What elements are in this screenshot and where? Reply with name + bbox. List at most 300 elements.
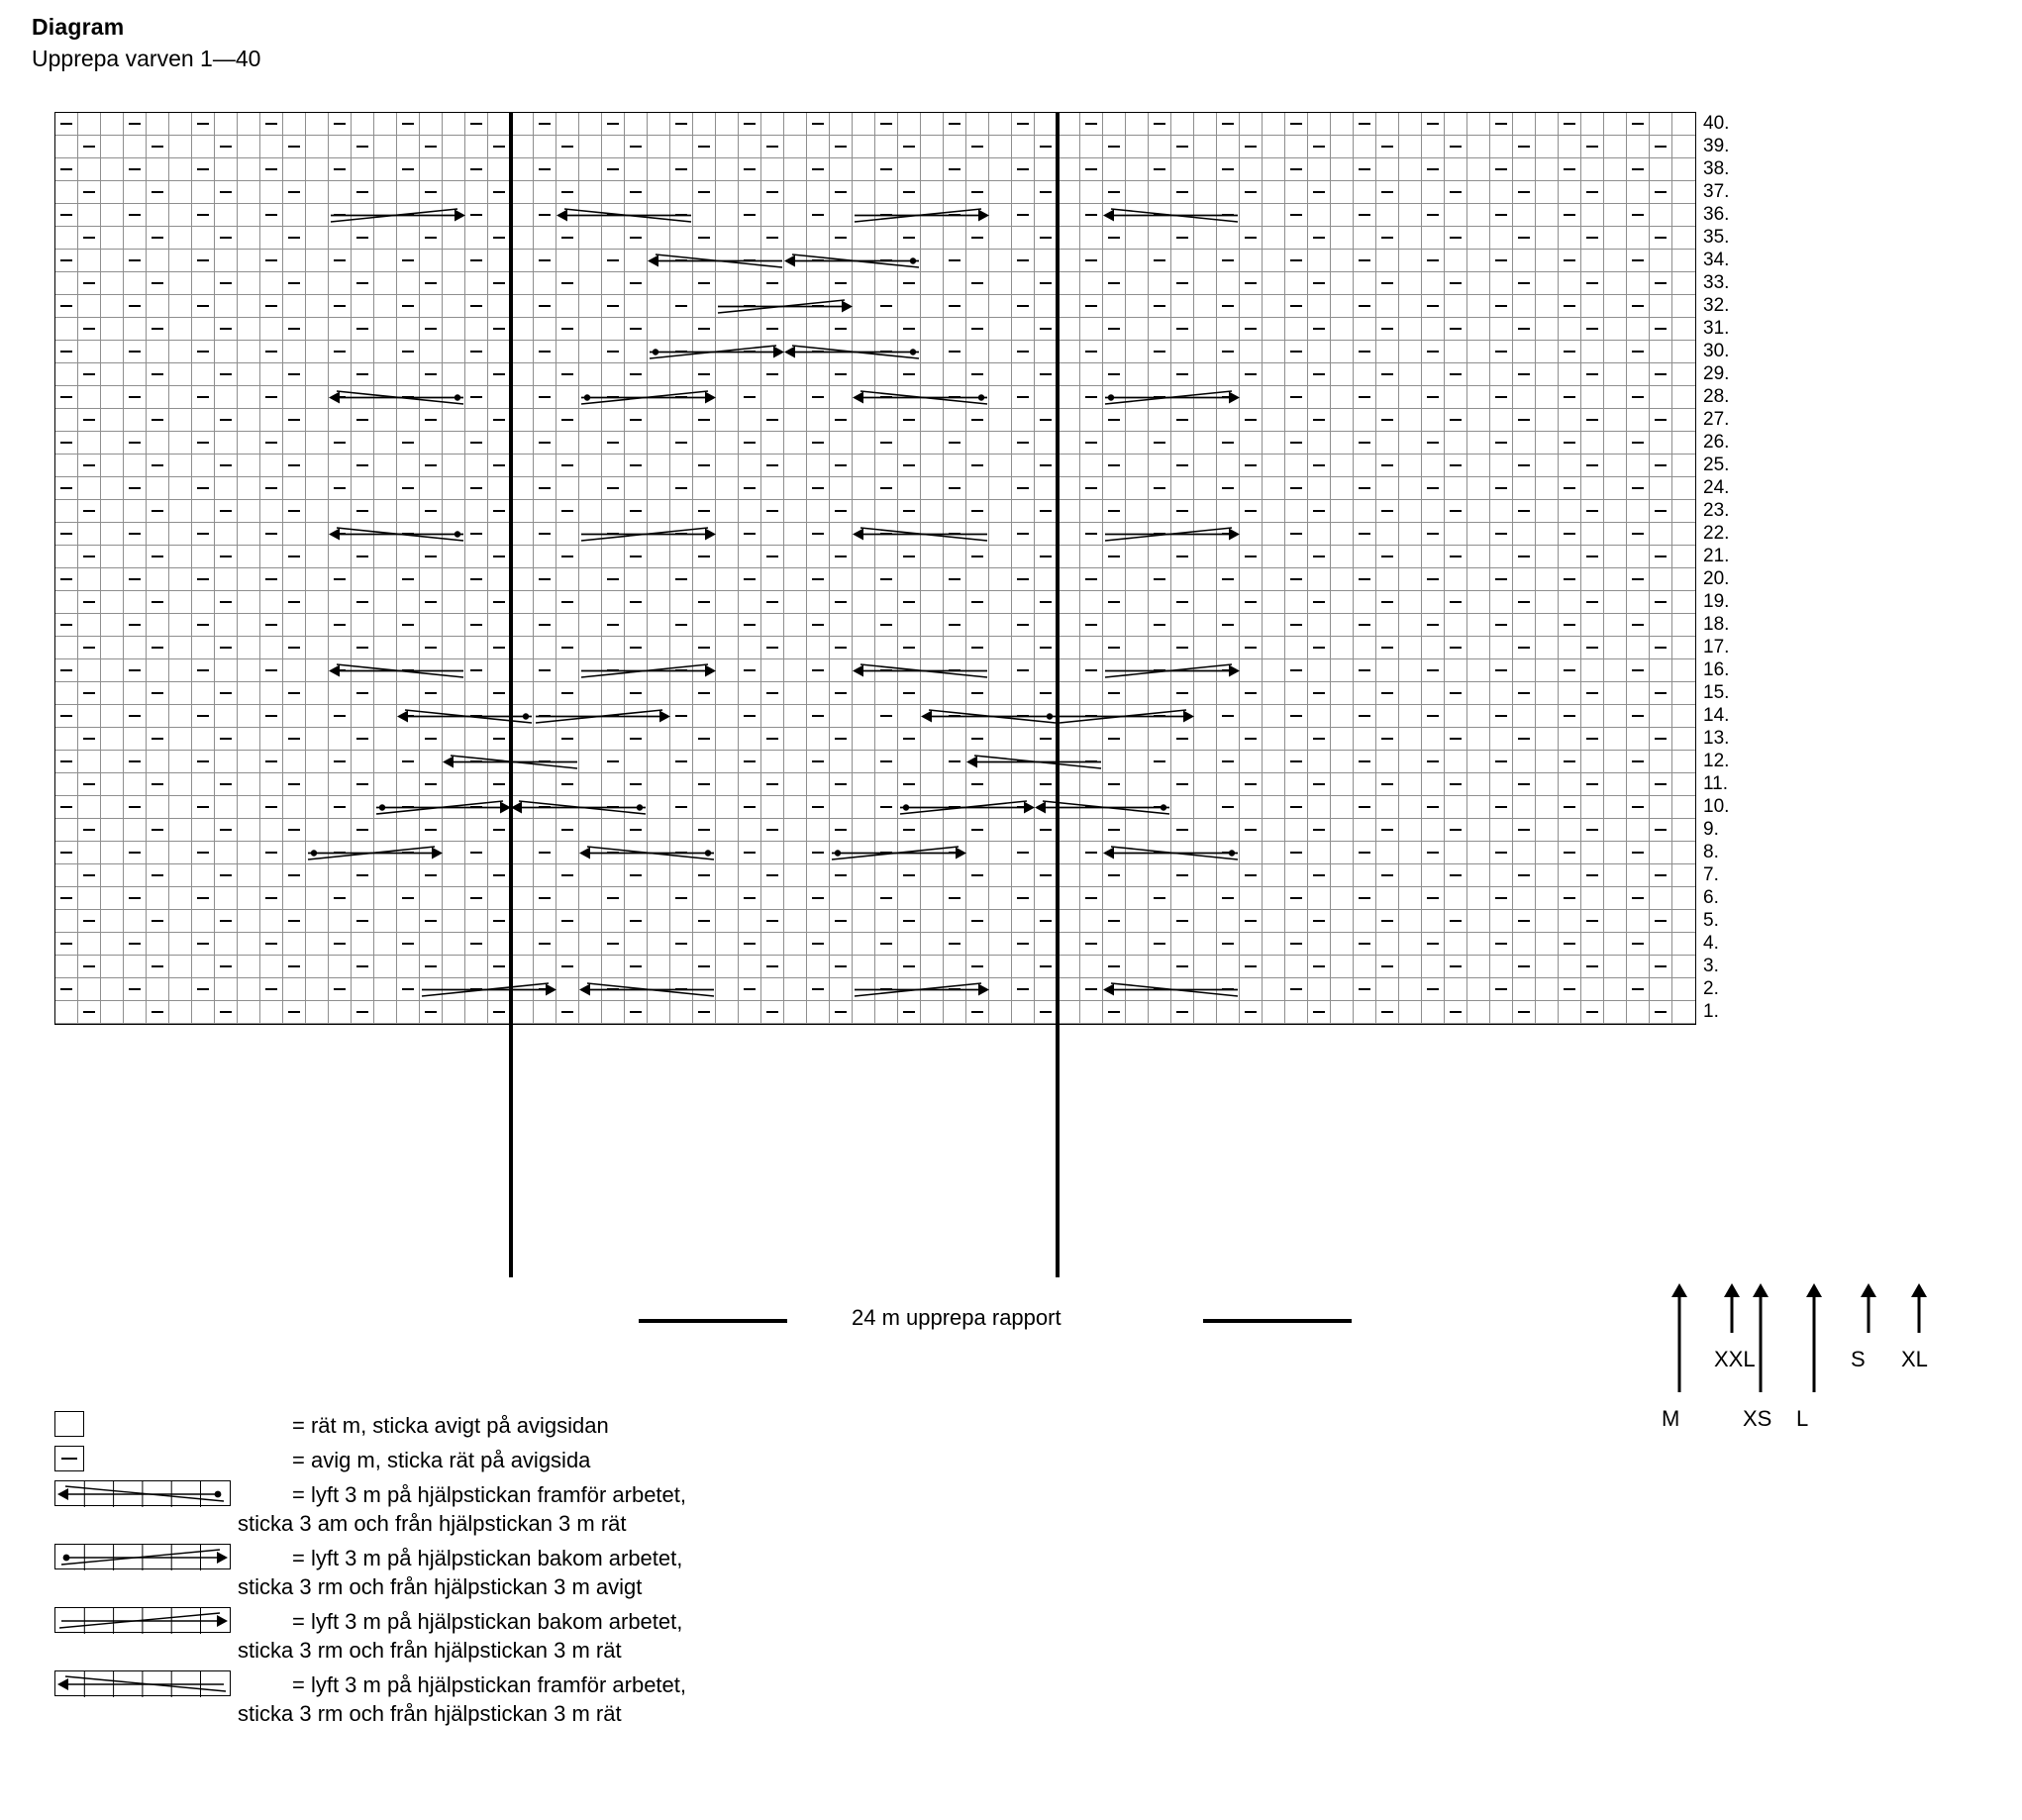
chart-cell bbox=[648, 568, 670, 591]
chart-cell bbox=[1376, 432, 1399, 455]
chart-cell bbox=[1650, 477, 1672, 500]
chart-cell bbox=[488, 546, 511, 568]
chart-cell bbox=[169, 158, 192, 181]
chart-cell bbox=[352, 250, 374, 272]
chart-cell bbox=[761, 318, 784, 341]
chart-cell bbox=[329, 500, 352, 523]
chart-cell bbox=[443, 204, 465, 227]
chart-cell bbox=[1240, 386, 1263, 409]
chart-cell bbox=[1672, 682, 1695, 705]
chart-cell bbox=[1331, 705, 1354, 728]
chart-cell bbox=[101, 1001, 124, 1024]
chart-cell bbox=[1331, 568, 1354, 591]
chart-cell bbox=[101, 591, 124, 614]
chart-cell bbox=[556, 250, 579, 272]
chart-cell bbox=[1650, 728, 1672, 751]
chart-cell bbox=[1376, 136, 1399, 158]
chart-cell bbox=[1012, 864, 1035, 887]
chart-cell bbox=[1513, 341, 1536, 363]
chart-cell bbox=[1354, 523, 1376, 546]
chart-cell bbox=[875, 181, 898, 204]
chart-cell bbox=[1445, 864, 1467, 887]
chart-cell bbox=[1604, 842, 1627, 864]
chart-cell bbox=[784, 1001, 807, 1024]
chart-cell bbox=[1149, 546, 1171, 568]
chart-row bbox=[55, 204, 1695, 227]
chart-cell bbox=[443, 842, 465, 864]
chart-cell bbox=[1581, 409, 1604, 432]
chart-cell bbox=[853, 250, 875, 272]
chart-cell bbox=[443, 614, 465, 637]
chart-cell bbox=[966, 773, 989, 796]
chart-cell bbox=[534, 158, 556, 181]
chart-cell bbox=[443, 272, 465, 295]
chart-cell bbox=[579, 910, 602, 933]
chart-cell bbox=[1581, 455, 1604, 477]
chart-cell bbox=[124, 227, 147, 250]
chart-cell bbox=[579, 341, 602, 363]
chart-cell bbox=[1672, 455, 1695, 477]
chart-cell bbox=[1354, 728, 1376, 751]
chart-cell bbox=[579, 113, 602, 136]
chart-cell bbox=[238, 341, 260, 363]
chart-cell bbox=[830, 842, 853, 864]
chart-cell bbox=[1399, 887, 1422, 910]
chart-cell bbox=[1376, 728, 1399, 751]
chart-cell bbox=[921, 272, 944, 295]
chart-cell bbox=[1581, 933, 1604, 956]
chart-cell bbox=[579, 204, 602, 227]
chart-cell bbox=[1490, 819, 1513, 842]
chart-cell bbox=[1308, 204, 1331, 227]
chart-cell bbox=[1627, 933, 1650, 956]
chart-cell bbox=[1126, 933, 1149, 956]
chart-cell bbox=[260, 455, 283, 477]
chart-cell bbox=[55, 272, 78, 295]
chart-cell bbox=[966, 295, 989, 318]
chart-cell bbox=[1650, 978, 1672, 1001]
chart-cell bbox=[1308, 409, 1331, 432]
chart-cell bbox=[215, 113, 238, 136]
chart-cell bbox=[1604, 796, 1627, 819]
chart-cell bbox=[465, 363, 488, 386]
chart-cell bbox=[784, 773, 807, 796]
chart-cell bbox=[215, 455, 238, 477]
chart-cell bbox=[602, 659, 625, 682]
chart-cell bbox=[1035, 751, 1058, 773]
chart-cell bbox=[329, 272, 352, 295]
chart-cell bbox=[1171, 887, 1194, 910]
chart-cell bbox=[1263, 227, 1285, 250]
chart-cell bbox=[1149, 796, 1171, 819]
chart-cell bbox=[1308, 591, 1331, 614]
chart-row bbox=[55, 432, 1695, 455]
chart-cell bbox=[1126, 819, 1149, 842]
chart-cell bbox=[1581, 1001, 1604, 1024]
chart-cell bbox=[374, 637, 397, 659]
chart-row bbox=[55, 933, 1695, 956]
chart-cell bbox=[716, 409, 739, 432]
chart-cell bbox=[989, 432, 1012, 455]
chart-cell bbox=[534, 477, 556, 500]
chart-cell bbox=[1331, 227, 1354, 250]
chart-cell bbox=[78, 842, 101, 864]
chart-cell bbox=[443, 864, 465, 887]
chart-cell bbox=[306, 751, 329, 773]
chart-cell bbox=[1376, 956, 1399, 978]
chart-cell bbox=[465, 637, 488, 659]
chart-cell bbox=[1445, 227, 1467, 250]
chart-cell bbox=[1513, 728, 1536, 751]
chart-cell bbox=[944, 864, 966, 887]
chart-cell bbox=[488, 432, 511, 455]
chart-cell bbox=[875, 272, 898, 295]
chart-cell bbox=[716, 250, 739, 272]
chart-cell bbox=[875, 386, 898, 409]
chart-cell bbox=[1422, 341, 1445, 363]
chart-cell bbox=[944, 227, 966, 250]
chart-cell bbox=[670, 568, 693, 591]
chart-row bbox=[55, 386, 1695, 409]
chart-cell bbox=[1126, 295, 1149, 318]
chart-cell bbox=[1194, 523, 1217, 546]
chart-cell bbox=[1035, 250, 1058, 272]
chart-cell bbox=[1149, 842, 1171, 864]
chart-cell bbox=[1627, 819, 1650, 842]
chart-cell bbox=[830, 523, 853, 546]
chart-row bbox=[55, 272, 1695, 295]
chart-cell bbox=[1308, 295, 1331, 318]
chart-cell bbox=[55, 477, 78, 500]
chart-cell bbox=[1536, 887, 1559, 910]
chart-cell bbox=[989, 796, 1012, 819]
chart-cell bbox=[898, 409, 921, 432]
chart-cell bbox=[329, 363, 352, 386]
chart-cell bbox=[807, 432, 830, 455]
row-number: 22. bbox=[1703, 523, 1730, 544]
chart-cell bbox=[465, 113, 488, 136]
chart-cell bbox=[648, 386, 670, 409]
chart-cell bbox=[101, 659, 124, 682]
chart-cell bbox=[1080, 705, 1103, 728]
chart-cell bbox=[1103, 637, 1126, 659]
chart-cell bbox=[1399, 500, 1422, 523]
chart-cell bbox=[944, 250, 966, 272]
chart-cell bbox=[1536, 842, 1559, 864]
chart-cell bbox=[807, 250, 830, 272]
chart-cell bbox=[1331, 1001, 1354, 1024]
chart-cell bbox=[397, 568, 420, 591]
row-number: 12. bbox=[1703, 751, 1730, 771]
chart-cell bbox=[1650, 204, 1672, 227]
chart-cell bbox=[761, 659, 784, 682]
chart-cell bbox=[761, 751, 784, 773]
chart-cell bbox=[192, 819, 215, 842]
chart-cell bbox=[511, 272, 534, 295]
chart-cell bbox=[693, 887, 716, 910]
chart-cell bbox=[670, 500, 693, 523]
chart-cell bbox=[488, 158, 511, 181]
chart-cell bbox=[693, 910, 716, 933]
chart-cell bbox=[1103, 568, 1126, 591]
chart-cell bbox=[1536, 295, 1559, 318]
chart-cell bbox=[1058, 956, 1080, 978]
chart-cell bbox=[898, 728, 921, 751]
chart-cell bbox=[329, 113, 352, 136]
chart-cell bbox=[1376, 227, 1399, 250]
chart-cell bbox=[1513, 705, 1536, 728]
chart-cell bbox=[1604, 250, 1627, 272]
chart-cell bbox=[989, 500, 1012, 523]
chart-cell bbox=[830, 751, 853, 773]
chart-cell bbox=[1149, 158, 1171, 181]
chart-cell bbox=[1422, 796, 1445, 819]
chart-cell bbox=[966, 682, 989, 705]
chart-cell bbox=[1217, 295, 1240, 318]
chart-cell bbox=[1604, 341, 1627, 363]
chart-cell bbox=[124, 158, 147, 181]
chart-cell bbox=[1650, 956, 1672, 978]
chart-cell bbox=[78, 1001, 101, 1024]
chart-cell bbox=[465, 523, 488, 546]
chart-row bbox=[55, 887, 1695, 910]
chart-cell bbox=[215, 705, 238, 728]
chart-cell bbox=[1331, 136, 1354, 158]
chart-cell bbox=[78, 956, 101, 978]
chart-cell bbox=[556, 363, 579, 386]
chart-cell bbox=[1126, 227, 1149, 250]
chart-cell bbox=[1490, 158, 1513, 181]
chart-cell bbox=[1513, 455, 1536, 477]
chart-cell bbox=[1217, 1001, 1240, 1024]
chart-cell bbox=[1422, 546, 1445, 568]
chart-cell bbox=[1080, 751, 1103, 773]
chart-cell bbox=[420, 864, 443, 887]
chart-cell bbox=[784, 546, 807, 568]
chart-cell bbox=[1308, 956, 1331, 978]
chart-cell bbox=[352, 432, 374, 455]
chart-cell bbox=[898, 250, 921, 272]
chart-cell bbox=[1012, 386, 1035, 409]
chart-cell bbox=[488, 910, 511, 933]
chart-cell bbox=[1080, 318, 1103, 341]
chart-cell bbox=[1490, 181, 1513, 204]
chart-cell bbox=[352, 546, 374, 568]
chart-cell bbox=[1604, 568, 1627, 591]
chart-cell bbox=[1058, 477, 1080, 500]
chart-cell bbox=[1035, 523, 1058, 546]
chart-cell bbox=[169, 113, 192, 136]
chart-cell bbox=[1604, 386, 1627, 409]
chart-cell bbox=[898, 227, 921, 250]
chart-cell bbox=[1194, 500, 1217, 523]
chart-cell bbox=[898, 500, 921, 523]
chart-cell bbox=[1399, 614, 1422, 637]
chart-cell bbox=[101, 978, 124, 1001]
chart-cell bbox=[1445, 568, 1467, 591]
chart-cell bbox=[147, 409, 169, 432]
chart-cell bbox=[465, 956, 488, 978]
chart-cell bbox=[306, 477, 329, 500]
chart-cell bbox=[55, 409, 78, 432]
chart-cell bbox=[1490, 978, 1513, 1001]
chart-cell bbox=[1422, 386, 1445, 409]
chart-cell bbox=[1627, 250, 1650, 272]
chart-cell bbox=[693, 409, 716, 432]
chart-cell bbox=[1103, 432, 1126, 455]
chart-cell bbox=[807, 682, 830, 705]
chart-cell bbox=[875, 728, 898, 751]
chart-cell bbox=[1103, 773, 1126, 796]
chart-cell bbox=[693, 432, 716, 455]
chart-cell bbox=[420, 113, 443, 136]
chart-cell bbox=[807, 113, 830, 136]
chart-cell bbox=[1171, 796, 1194, 819]
chart-cell bbox=[693, 341, 716, 363]
chart-cell bbox=[784, 386, 807, 409]
chart-cell bbox=[465, 933, 488, 956]
chart-cell bbox=[1217, 614, 1240, 637]
chart-cell bbox=[169, 659, 192, 682]
chart-cell bbox=[1559, 341, 1581, 363]
chart-cell bbox=[443, 705, 465, 728]
chart-cell bbox=[1285, 523, 1308, 546]
chart-cell bbox=[693, 705, 716, 728]
chart-cell bbox=[853, 1001, 875, 1024]
chart-row bbox=[55, 546, 1695, 568]
chart-cell bbox=[1194, 227, 1217, 250]
chart-cell bbox=[1217, 796, 1240, 819]
chart-cell bbox=[374, 341, 397, 363]
chart-cell bbox=[989, 523, 1012, 546]
chart-cell bbox=[1581, 637, 1604, 659]
chart-cell bbox=[761, 295, 784, 318]
chart-cell bbox=[238, 386, 260, 409]
chart-cell bbox=[1536, 614, 1559, 637]
chart-cell bbox=[1194, 386, 1217, 409]
chart-cell bbox=[534, 956, 556, 978]
chart-cell bbox=[1217, 227, 1240, 250]
chart-cell bbox=[1467, 500, 1490, 523]
chart-cell bbox=[1354, 158, 1376, 181]
chart-cell bbox=[602, 181, 625, 204]
chart-cell bbox=[1513, 1001, 1536, 1024]
chart-cell bbox=[1103, 136, 1126, 158]
chart-cell bbox=[465, 910, 488, 933]
chart-cell bbox=[1103, 181, 1126, 204]
chart-cell bbox=[1058, 341, 1080, 363]
chart-cell bbox=[1171, 523, 1194, 546]
chart-cell bbox=[648, 864, 670, 887]
chart-cell bbox=[306, 227, 329, 250]
chart-cell bbox=[1035, 295, 1058, 318]
chart-cell bbox=[1263, 1001, 1285, 1024]
chart-cell bbox=[420, 773, 443, 796]
chart-cell bbox=[1058, 1001, 1080, 1024]
chart-cell bbox=[1263, 864, 1285, 887]
chart-cell bbox=[1513, 477, 1536, 500]
chart-cell bbox=[124, 887, 147, 910]
chart-cell bbox=[784, 158, 807, 181]
chart-cell bbox=[238, 477, 260, 500]
chart-cell bbox=[215, 773, 238, 796]
chart-cell bbox=[989, 546, 1012, 568]
chart-cell bbox=[260, 682, 283, 705]
chart-cell bbox=[329, 864, 352, 887]
chart-cell bbox=[55, 500, 78, 523]
chart-cell bbox=[488, 409, 511, 432]
chart-cell bbox=[1308, 546, 1331, 568]
chart-cell bbox=[352, 477, 374, 500]
chart-cell bbox=[898, 614, 921, 637]
chart-cell bbox=[329, 796, 352, 819]
chart-cell bbox=[602, 455, 625, 477]
chart-row bbox=[55, 637, 1695, 659]
chart-cell bbox=[1035, 158, 1058, 181]
chart-cell bbox=[1445, 204, 1467, 227]
chart-cell bbox=[1627, 158, 1650, 181]
chart-cell bbox=[853, 682, 875, 705]
chart-cell bbox=[1080, 978, 1103, 1001]
chart-cell bbox=[1240, 272, 1263, 295]
chart-cell bbox=[875, 363, 898, 386]
chart-cell bbox=[1035, 568, 1058, 591]
chart-cell bbox=[1490, 705, 1513, 728]
chart-cell bbox=[1672, 546, 1695, 568]
chart-cell bbox=[898, 887, 921, 910]
chart-cell bbox=[1285, 933, 1308, 956]
chart-cell bbox=[78, 637, 101, 659]
chart-cell bbox=[602, 956, 625, 978]
chart-cell bbox=[1581, 978, 1604, 1001]
chart-cell bbox=[716, 113, 739, 136]
chart-cell bbox=[602, 227, 625, 250]
chart-cell bbox=[192, 1001, 215, 1024]
chart-cell bbox=[260, 546, 283, 568]
chart-cell bbox=[966, 113, 989, 136]
chart-cell bbox=[1103, 819, 1126, 842]
chart-cell bbox=[1035, 363, 1058, 386]
chart-cell bbox=[511, 250, 534, 272]
chart-cell bbox=[1467, 910, 1490, 933]
chart-cell bbox=[1490, 773, 1513, 796]
chart-cell bbox=[716, 614, 739, 637]
chart-cell bbox=[1581, 614, 1604, 637]
chart-cell bbox=[966, 956, 989, 978]
chart-cell bbox=[420, 409, 443, 432]
chart-cell bbox=[374, 363, 397, 386]
chart-cell bbox=[1194, 842, 1217, 864]
chart-cell bbox=[1149, 386, 1171, 409]
chart-cell bbox=[1331, 659, 1354, 682]
chart-cell bbox=[625, 705, 648, 728]
chart-cell bbox=[1445, 363, 1467, 386]
chart-cell bbox=[830, 363, 853, 386]
chart-cell bbox=[1490, 455, 1513, 477]
chart-cell bbox=[443, 363, 465, 386]
chart-cell bbox=[1217, 204, 1240, 227]
chart-cell bbox=[1513, 500, 1536, 523]
chart-cell bbox=[420, 432, 443, 455]
chart-cell bbox=[602, 341, 625, 363]
chart-cell bbox=[1467, 796, 1490, 819]
chart-cell bbox=[1240, 295, 1263, 318]
chart-cell bbox=[215, 136, 238, 158]
chart-cell bbox=[260, 363, 283, 386]
chart-cell bbox=[1445, 591, 1467, 614]
chart-cell bbox=[1490, 250, 1513, 272]
chart-cell bbox=[1650, 751, 1672, 773]
